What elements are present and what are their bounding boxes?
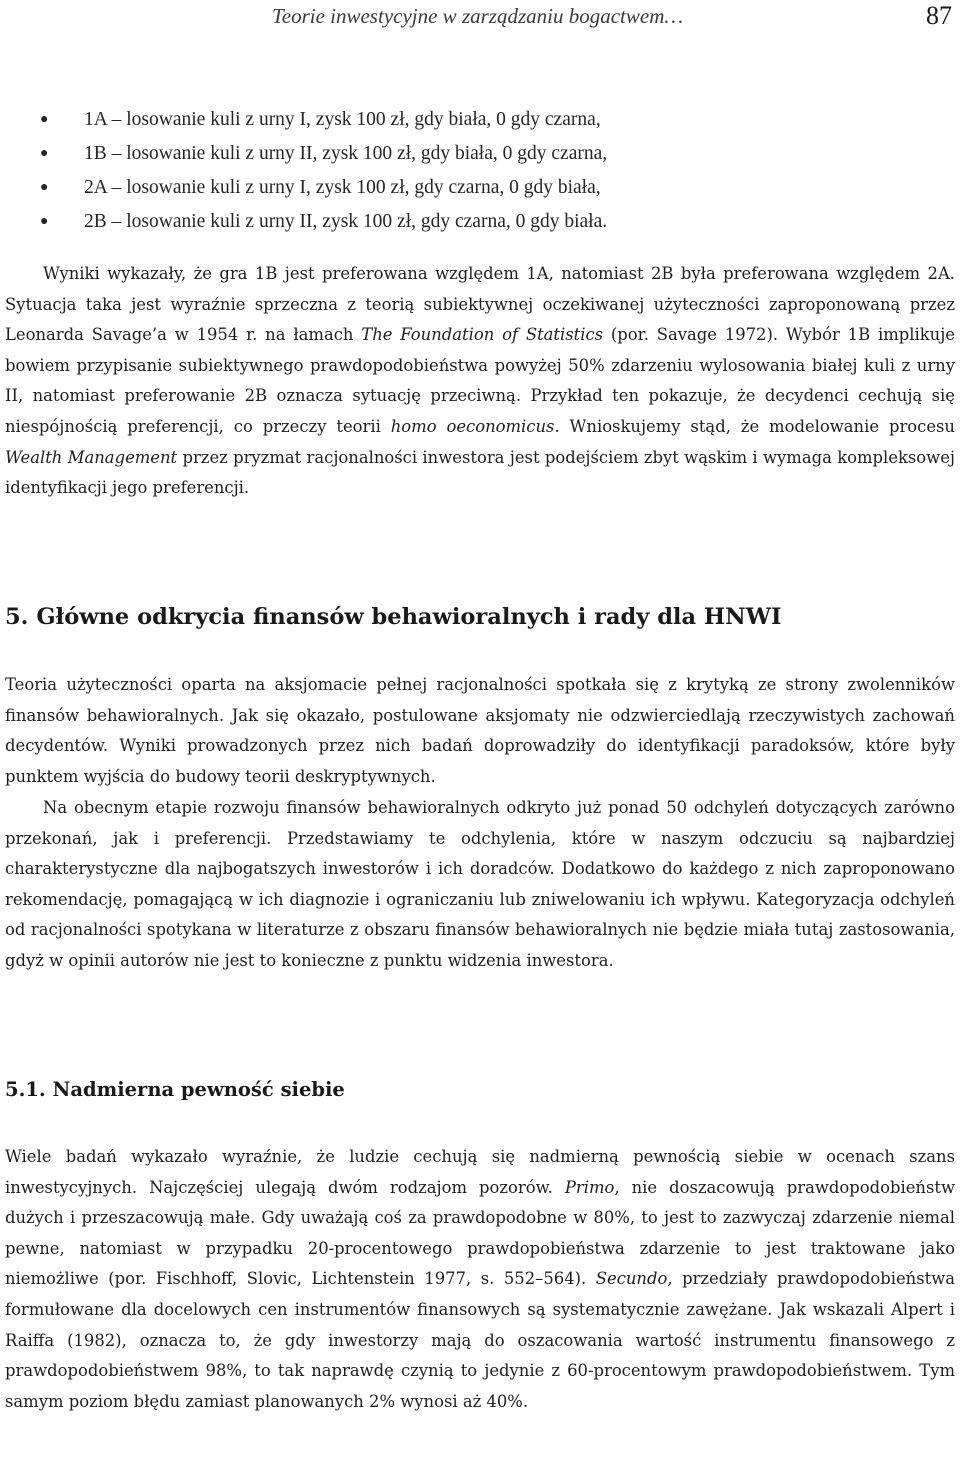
text-run-italic: Wealth Management [5,447,178,467]
paragraph-biases: Na obecnym etapie rozwoju finansów behawioralnych odkryto już ponad 50 odchyleń dotyczących zarówno przekonań, jak i preferencji. Przedstawiamy te odchylenia, które w naszym odczuciu są najbardziej charakterystyczne dla najbogatszych inwestorów i ich doradców. Dodatkowo do każdego z nich zaproponowano rekomendację, pomagającą w ich diagnozie i ograniczaniu lub zniwelowaniu ich wpływu. Kategoryzacja odchyleń od racjonalności spotykana w literaturze z obszaru finansów behawioralnych nie będzie miała tutaj zastosowania, gdyż w opinii autorów nie jest to konieczne z punktu widzenia inwestora. [5,798,955,970]
text-run: , nie doszacowują prawdopodobieństw dużych i przeszacowują małe. Gdy uważają coś za prawdopodobne w 80%, to jest to zazwyczaj zdarzenie niemal pewne, natomiast w przypadku 20-procentowego prawdopobieństwa zdarzenie to jest traktowane jako niemożliwe (por. Fischhoff, Slovic, Lichtenstein 1977, s. 552–564). [5,1177,955,1289]
text-run: Wiele badań wykazało wyraźnie, że ludzie cechują się nadmierną pewnością siebie w ocenach szans inwestycyjnych. Najczęściej ulegają dwóm rodzajom pozorów. [5,1147,955,1197]
list-item [40,107,607,141]
text-run-italic: Secundo [595,1269,668,1289]
subsection-heading: 5.1. Nadmierna pewność siebie [5,1078,345,1101]
list-item [40,141,607,175]
bullet-icon: ● [40,214,49,229]
list-item [40,175,607,209]
text-run: . Wnioskujemy stąd, że modelowanie procesu [554,416,955,436]
text-run: Wyniki wykazały, że gra 1B jest preferowana względem 1A, natomiast 2B była preferowana względem 2A. Sytuacja taka jest wyraźnie sprzeczna z teorią subiektywnej oczekiwanej użyteczności zaproponowaną przez Leonarda Savage’a w 1954 r. na łamach [5,264,955,345]
paragraph-utility-theory: Teoria użyteczności oparta na aksjomacie pełnej racjonalności spotkała się z krytyką ze strony zwolenników finansów behawioralnych. Jak się okazało, postulowane aksjomaty nie odzwierciedlają rzeczywistych zachowań decydentów. Wyniki prowadzonych przez nich badań doprowadziły do identyfikacji paradoksów, które były punktem wyjścia do budowy teorii deskryptywnych. [5,675,955,786]
bullet-list [40,107,607,243]
text-run-italic: Primo [564,1177,615,1197]
text-run-italic: homo oeconomicus [390,416,555,436]
list-item-text: 2A – losowanie kuli z urny I, zysk 100 zł, gdy czarna, 0 gdy biała, [84,177,601,198]
paragraph-overconfidence [5,1142,955,1417]
page-header [0,1,952,30]
bullet-icon: ● [40,180,49,195]
section-heading: 5. Główne odkrycia finansów behawioralnych i rady dla HNWI [5,604,782,630]
list-item-text: 1B – losowanie kuli z urny II, zysk 100 zł, gdy biała, 0 gdy czarna, [84,143,608,164]
paragraph-results [5,259,955,504]
running-title: Teorie inwestycyjne w zarządzaniu bogactwem… [272,4,684,28]
list-item [40,209,607,243]
text-run: , przedziały prawdopodobieństwa formułowane dla docelowych cen instrumentów finansowych są systematycznie zawężane. Jak wskazali Alpert i Raiffa (1982), oznacza to, że gdy inwestorzy mają do oszacowania wartość instrumentu finansowego z prawdopodobieństwem 98%, to tak naprawdę czynią to jedynie z 60-procentowym prawdopodobieństwem. Tym samym poziom błędu zamiast planowanych 2% wynosi aż 40%. [5,1269,955,1411]
text-run-italic: The Foundation of Statistics [361,325,604,345]
page-number: 87 [926,1,952,30]
text-run: przez pryzmat racjonalności inwestora jest podejściem zbyt wąskim i wymaga kompleksowej identyfikacji jego preferencji. [5,447,955,498]
list-item-text: 2B – losowanie kuli z urny II, zysk 100 zł, gdy czarna, 0 gdy biała. [84,211,608,232]
bullet-icon: ● [40,112,49,127]
bullet-icon: ● [40,146,49,161]
list-item-text: 1A – losowanie kuli z urny I, zysk 100 zł, gdy biała, 0 gdy czarna, [84,109,601,130]
text-run: (por. Savage 1972). Wybór 1B implikuje bowiem przypisanie subiektywnego prawdopodobieństwa powyżej 50% zdarzeniu wylosowania białej kuli z urny II, natomiast preferowanie 2B oznacza sytuację przeciwną. Przykład ten pokazuje, że decydenci cechują się niespójnością preferencji, co przeczy teorii [5,325,955,436]
